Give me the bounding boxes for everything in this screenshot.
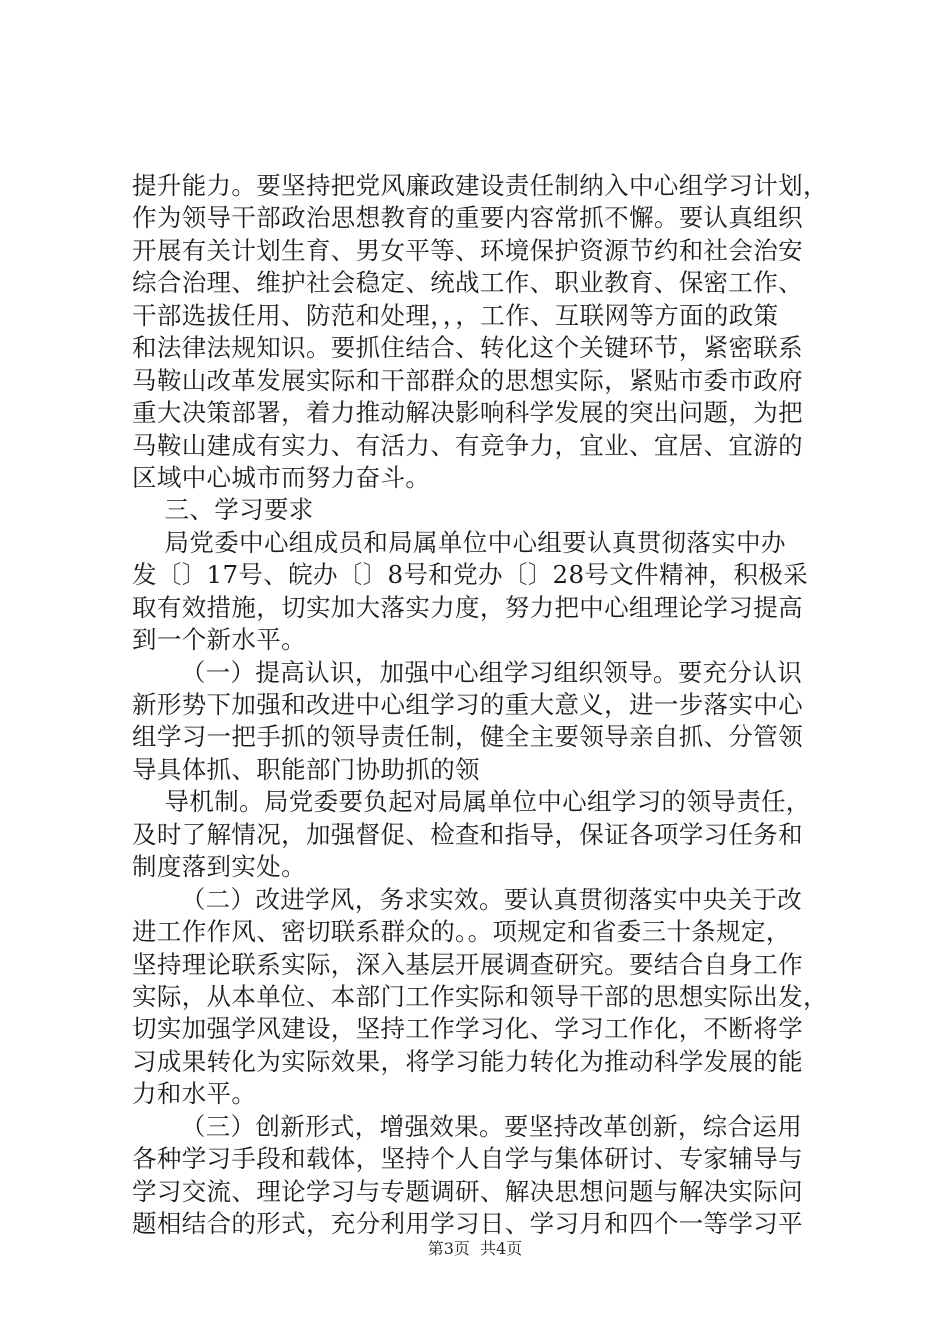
text-line: （二）改进学风，务求实效。要认真贯彻落实中央关于改 — [132, 884, 803, 914]
text-line: 各种学习手段和载体，坚持个人自学与集体研讨、专家辅导与 — [132, 1144, 803, 1174]
text-line: 局党委中心组成员和局属单位中心组要认真贯彻落实中办 — [132, 527, 786, 557]
text-line: 和法律法规知识。要抓住结合、转化这个关键环节，紧密联系 — [132, 333, 803, 363]
text-line: 习成果转化为实际效果，将学习能力转化为推动科学发展的能 — [132, 1046, 803, 1076]
text-line: （一）提高认识，加强中心组学习组织领导。要充分认识 — [132, 657, 803, 687]
text-line: 取有效措施，切实加大落实力度，努力把中心组理论学习提高 — [132, 592, 803, 622]
text-line: 导机制。局党委要负起对局属单位中心组学习的领导责任， — [132, 787, 811, 817]
text-line: 作为领导干部政治思想教育的重要内容常抓不懈。要认真组织 — [132, 203, 803, 233]
text-line: 题相结合的形式，充分利用学习日、学习月和四个一等学习平 — [132, 1209, 803, 1238]
document-body — [132, 170, 832, 1240]
text-line: 实际，从本单位、本部门工作实际和领导干部的思想实际出发， — [132, 981, 828, 1011]
text-line: 区域中心城市而努力奋斗。 — [132, 462, 431, 492]
text-line: 制度落到实处。 — [132, 852, 306, 882]
text-line: （三）创新形式，增强效果。要坚持改革创新，综合运用 — [132, 1111, 803, 1141]
text-line: 进工作作风、密切联系群众的。。项规定和省委三十条规定， — [132, 917, 791, 947]
text-line: 新形势下加强和改进中心组学习的重大意义，进一步落实中心 — [132, 690, 803, 719]
text-line: 三、学习要求 — [132, 495, 314, 525]
text-line: 切实加强学风建设，坚持工作学习化、学习工作化，不断将学 — [132, 1014, 803, 1044]
text-line: 坚持理论联系实际，深入基层开展调查研究。要结合自身工作 — [132, 949, 803, 979]
text-line: 学习交流、理论学习与专题调研、解决思想问题与解决实际问 — [132, 1176, 803, 1206]
text-line: 提升能力。要坚持把党风廉政建设责任制纳入中心组学习计划， — [132, 171, 828, 200]
text-line: 组学习一把手抓的领导责任制，健全主要领导亲自抓、分管领 — [132, 722, 803, 752]
text-line: 导具体抓、职能部门协助抓的领 — [132, 754, 480, 784]
text-line: 重大决策部署，着力推动解决影响科学发展的突出问题，为把 — [132, 398, 803, 428]
text-line: 及时了解情况，加强督促、检查和指导，保证各项学习任务和 — [132, 819, 803, 849]
text-line: 力和水平。 — [132, 1079, 257, 1109]
text-line: 开展有关计划生育、男女平等、环境保护资源节约和社会治安 — [132, 235, 803, 265]
text-line: 马鞍山改革发展实际和干部群众的思想实际，紧贴市委市政府 — [132, 365, 803, 395]
text-line: 到一个新水平。 — [132, 625, 306, 655]
text-line: 发〔〕17号、皖办〔〕8号和党办〔〕28号文件精神，积极采 — [132, 560, 809, 590]
text-line: 综合治理、维护社会稳定、统战工作、职业教育、保密工作、 — [132, 268, 803, 298]
text-line: 马鞍山建成有实力、有活力、有竞争力，宜业、宜居、宜游的 — [132, 430, 803, 460]
text-line: 干部选拔任用、防范和处理，，，工作、互联网等方面的政策 — [132, 300, 779, 330]
page-footer: 第3页 共4页 — [427, 1239, 523, 1258]
